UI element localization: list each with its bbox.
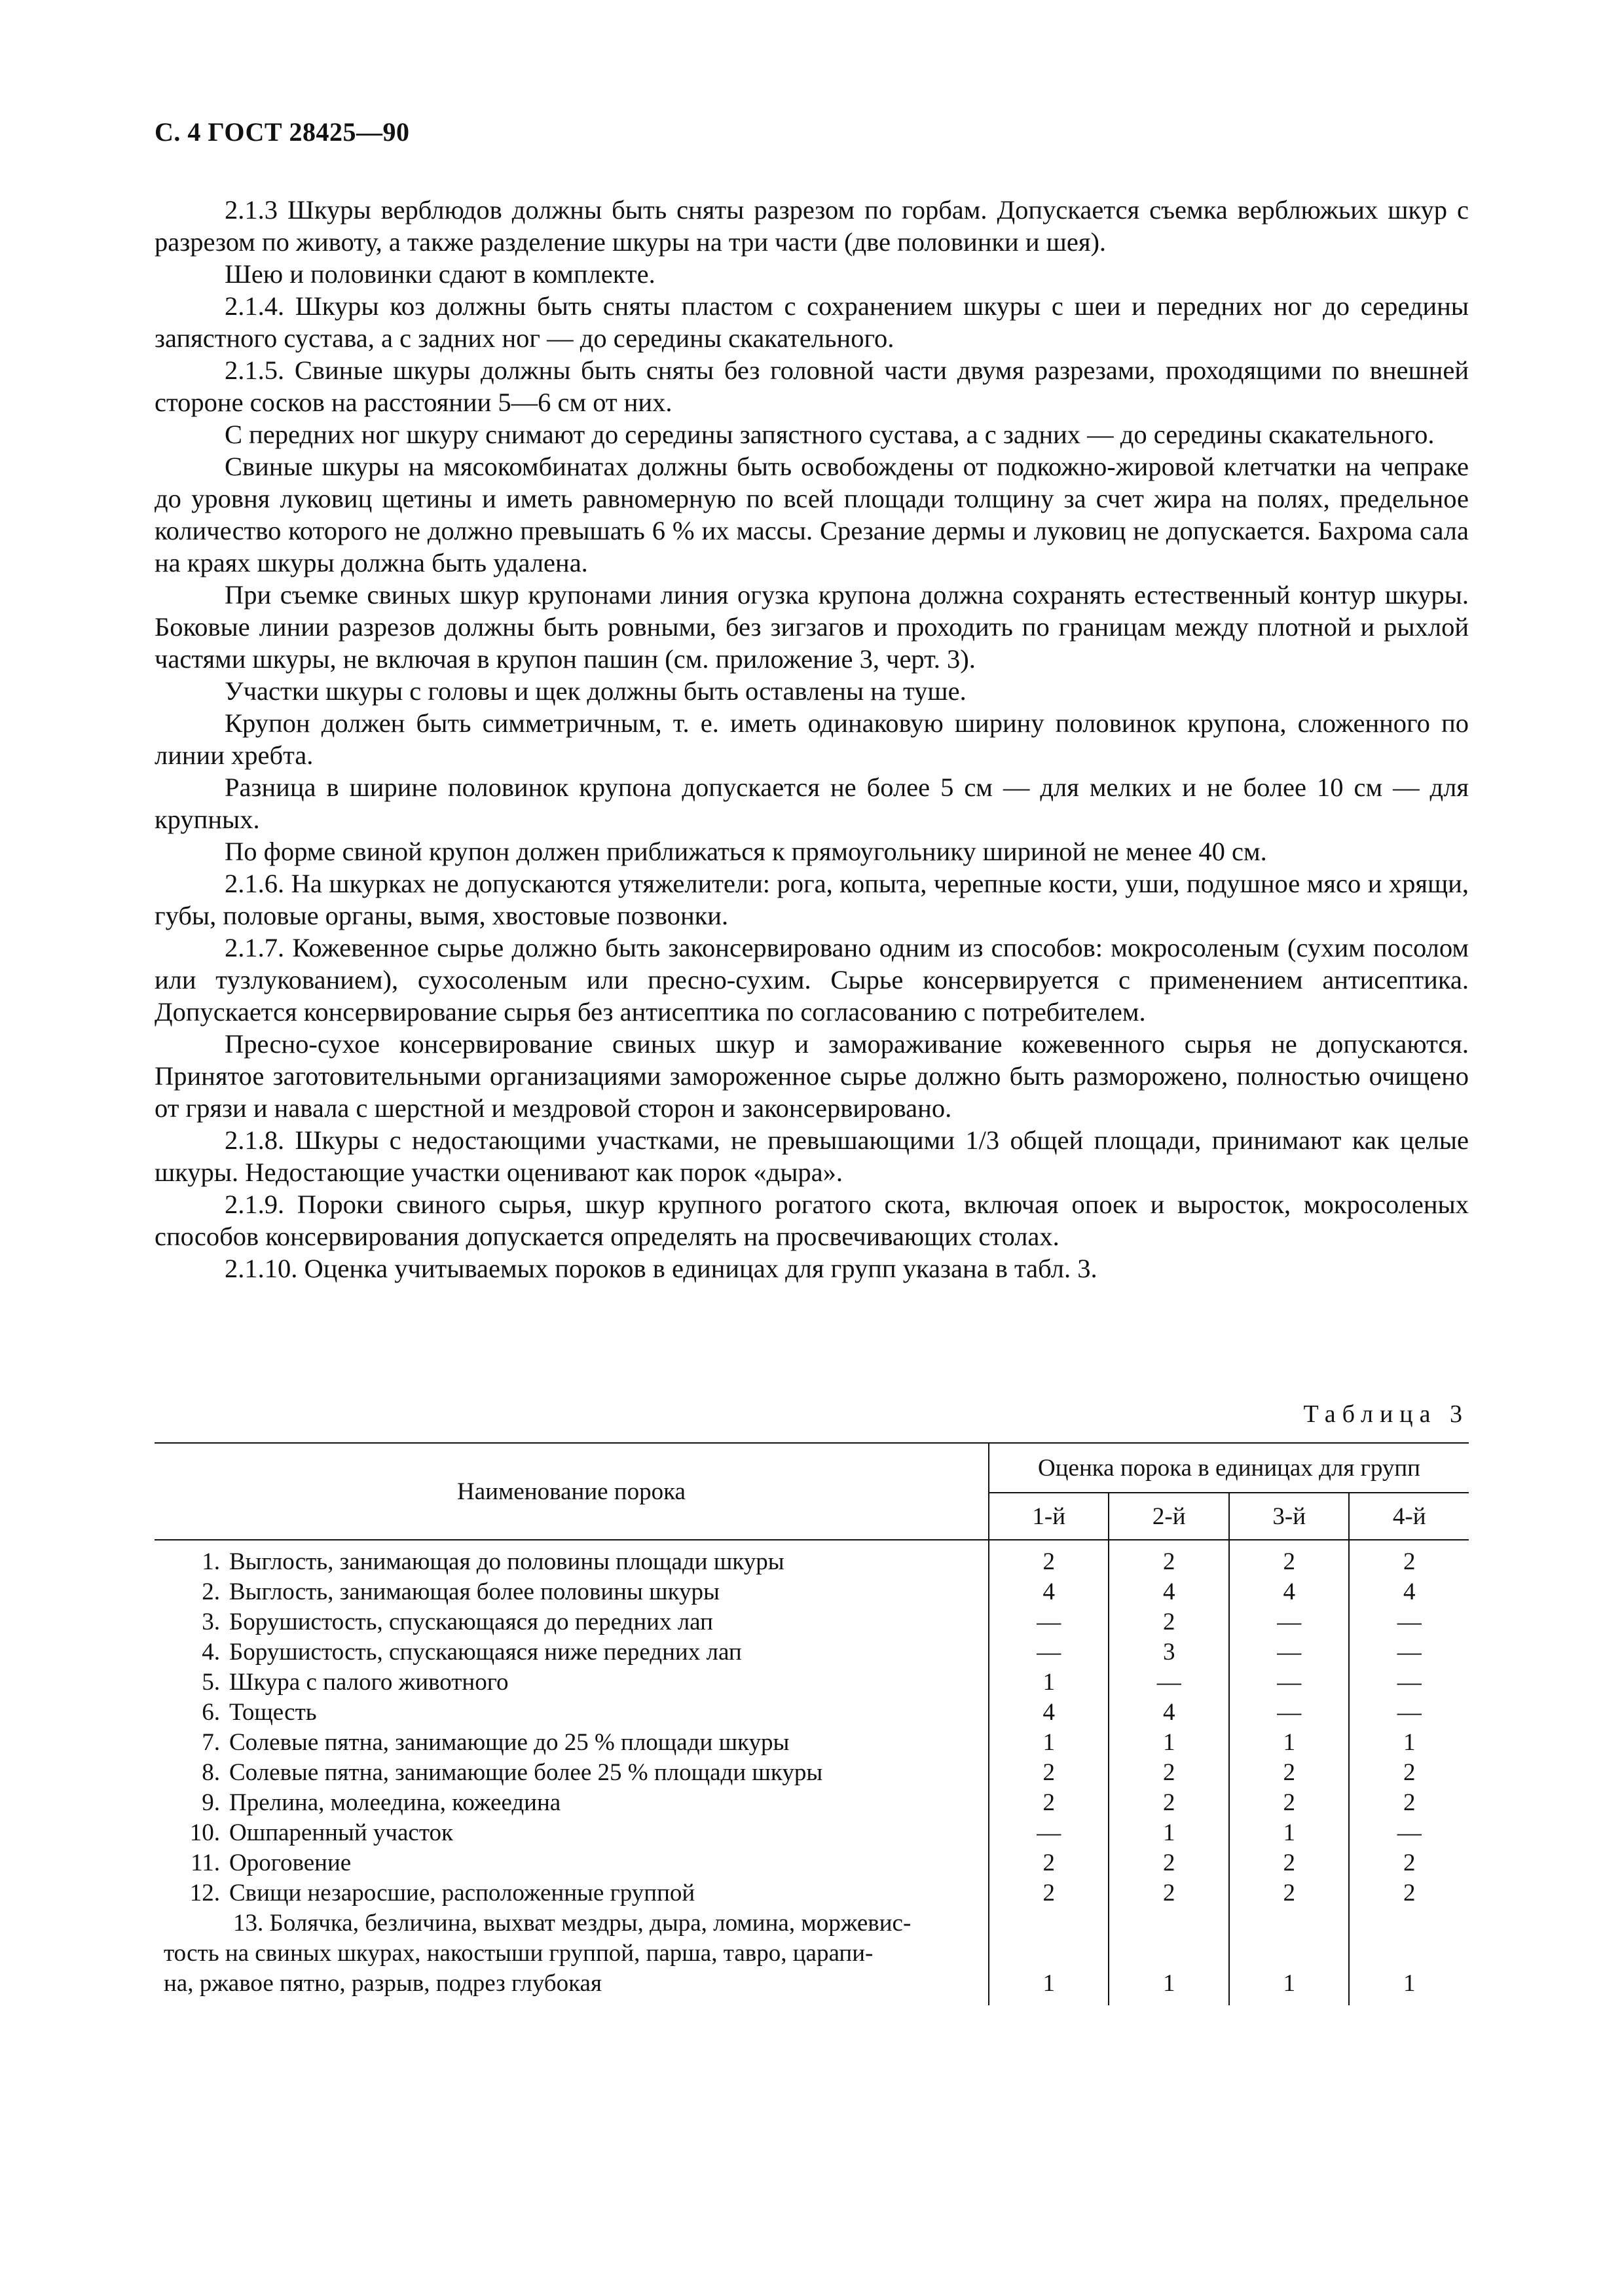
value-cell: — xyxy=(989,1818,1109,1848)
paragraph: 2.1.8. Шкуры с недостающими участками, не превышающими 1/3 общей площади, принимают как целые шкуры. Недостающие участки оценивают как порок «дыра». xyxy=(155,1125,1469,1187)
defect-name-text: Выглость, занимающая более половины шкуры xyxy=(229,1578,720,1605)
column-header-groups: Оценка порока в единицах для групп xyxy=(989,1443,1469,1493)
value-cell: 2 xyxy=(1109,1758,1229,1788)
defect-name-text: Борушистость, спускающаяся ниже передних лап xyxy=(229,1639,742,1666)
defect-name xyxy=(155,1878,989,1908)
paragraph: Свиные шкуры на мясокомбинатах должны быть освобождены от подкожно-жировой клетчатки на чепраке до уровня луковиц щетины и иметь равномерную по всей площади толщину за счет жира на полях, предельное количество которого не должно превышать 6 % их массы. Срезание дермы и луковиц не допускается. Бахрома сала на краях шкуры должна быть удалена. xyxy=(155,452,1469,577)
value-cell: 1 xyxy=(989,1908,1109,2005)
defect-name xyxy=(155,1577,989,1607)
defect-name-text: Свищи незаросшие, расположенные группой xyxy=(229,1880,695,1906)
row-number: 12. xyxy=(189,1880,220,1906)
table-row xyxy=(155,1878,1469,1908)
value-cell: 2 xyxy=(1109,1607,1229,1637)
value-cell: 3 xyxy=(1109,1637,1229,1667)
value-cell: 2 xyxy=(1403,1548,1416,1575)
table-row xyxy=(155,1848,1469,1878)
paragraph: 2.1.4. Шкуры коз должны быть сняты пластом с сохранением шкуры с шеи и передних ног до середины запястного сустава, а с задних ног — до середины скакательного. xyxy=(155,291,1469,353)
defects-table xyxy=(155,1442,1469,2005)
column-header-group-1: 1-й xyxy=(989,1493,1109,1540)
value-cell: 1 xyxy=(1109,1818,1229,1848)
value-cell: 4 xyxy=(989,1577,1109,1607)
table-row xyxy=(155,1637,1469,1667)
value-cell: 1 xyxy=(1229,1908,1350,2005)
defect-name xyxy=(155,1698,989,1728)
defect-name-text: Ошпаренный участок xyxy=(229,1819,453,1846)
value-cell: 1 xyxy=(1109,1908,1229,2005)
row-number: 6. xyxy=(202,1699,220,1726)
value-cell: 2 xyxy=(1403,1850,1416,1876)
value-cell: 2 xyxy=(1403,1880,1416,1906)
defect-name-text: Тощесть xyxy=(229,1699,317,1726)
table-row xyxy=(155,1577,1469,1607)
paragraph: 2.1.10. Оценка учитываемых пороков в единицах для групп указана в табл. 3. xyxy=(225,1254,1097,1283)
value-cell: 2 xyxy=(989,1540,1109,1577)
page-header: С. 4 ГОСТ 28425—90 xyxy=(155,117,410,147)
column-header-group-2: 2-й xyxy=(1109,1493,1229,1540)
paragraph: Крупон должен быть симметричным, т. е. иметь одинаковую ширину половинок крупона, сложенного по линии хребта. xyxy=(155,708,1469,770)
value-cell: 1 xyxy=(1229,1818,1350,1848)
value-cell: 2 xyxy=(1109,1878,1229,1908)
paragraph: 2.1.9. Пороки свиного сырья, шкур крупного рогатого скота, включая опоек и выросток, мокросоленых способов консервирования допускается определять на просвечивающих столах. xyxy=(155,1190,1469,1251)
table-row xyxy=(155,1788,1469,1818)
value-cell: — xyxy=(1109,1667,1229,1698)
table-row xyxy=(155,1728,1469,1758)
value-cell: 1 xyxy=(1403,1970,1416,1997)
defect-name xyxy=(155,1607,989,1637)
row-number: 9. xyxy=(202,1789,220,1816)
value-cell: 2 xyxy=(989,1848,1109,1878)
value-cell: 1 xyxy=(1109,1728,1229,1758)
defect-name-text: Ороговение xyxy=(229,1850,352,1876)
value-cell: — xyxy=(1229,1607,1350,1637)
value-cell: — xyxy=(1397,1819,1422,1846)
row-number: 10. xyxy=(189,1819,220,1846)
row-number: 8. xyxy=(202,1759,220,1786)
value-cell: — xyxy=(989,1607,1109,1637)
table-row xyxy=(155,1667,1469,1698)
value-cell: 1 xyxy=(1229,1728,1350,1758)
column-header-name: Наименование порока xyxy=(155,1443,989,1540)
table-row xyxy=(155,1607,1469,1637)
column-header-group-4: 4-й xyxy=(1349,1493,1469,1540)
defect-name xyxy=(155,1728,989,1758)
value-cell: 2 xyxy=(1403,1759,1416,1786)
value-cell: 2 xyxy=(1229,1788,1350,1818)
row-number: 4. xyxy=(202,1639,220,1666)
defect-name-text: Борушистость, спускающаяся до передних лап xyxy=(229,1609,713,1635)
value-cell: 4 xyxy=(989,1698,1109,1728)
row-number: 2. xyxy=(202,1578,220,1605)
defect-name-text: Солевые пятна, занимающие более 25 % площади шкуры xyxy=(229,1759,823,1786)
defect-name xyxy=(155,1908,989,2005)
defect-name xyxy=(155,1818,989,1848)
value-cell: 2 xyxy=(1229,1758,1350,1788)
value-cell: 4 xyxy=(1229,1577,1350,1607)
value-cell: 2 xyxy=(1229,1848,1350,1878)
table-row xyxy=(155,1758,1469,1788)
defect-name-text: Солевые пятна, занимающие до 25 % площади шкуры xyxy=(229,1729,790,1756)
row-number: 5. xyxy=(202,1669,220,1696)
value-cell: 1 xyxy=(1403,1729,1416,1756)
value-cell: 2 xyxy=(1403,1789,1416,1816)
paragraph: 2.1.6. На шкурках не допускаются утяжелители: рога, копыта, черепные кости, уши, подушное мясо и хрящи, губы, половые органы, вымя, хвостовые позвонки. xyxy=(155,869,1469,930)
paragraph: Участки шкуры с головы и щек должны быть оставлены на туше. xyxy=(225,676,967,706)
value-cell: 2 xyxy=(1229,1540,1350,1577)
row-number: 3. xyxy=(202,1609,220,1635)
value-cell: — xyxy=(1397,1699,1422,1726)
value-cell: 2 xyxy=(1109,1788,1229,1818)
paragraph: При съемке свиных шкур крупонами линия огузка крупона должна сохранять естественный контур шкуры. Боковые линии разрезов должны быть ровными, без зигзагов и проходить по границам между плотной и рыхлой частями шкуры, не включая в крупон пашин (см. приложение 3, черт. 3). xyxy=(155,580,1469,674)
defect-name-line: на, ржавое пятно, разрыв, подрез глубокая xyxy=(164,1970,602,1997)
defect-name xyxy=(155,1667,989,1698)
value-cell: 2 xyxy=(989,1788,1109,1818)
value-cell: 1 xyxy=(989,1728,1109,1758)
row-number: 11. xyxy=(191,1850,220,1876)
value-cell: — xyxy=(1397,1609,1422,1635)
paragraph: 2.1.7. Кожевенное сырье должно быть законсервировано одним из способов: мокросоленым (сухим посолом или тузлукованием), сухосоленым или пресно-сухим. Сырье консервируется с применением антисептика. Допускается консервирование сырья без антисептика по согласованию с потребителем. xyxy=(155,933,1469,1027)
column-header-group-3: 3-й xyxy=(1229,1493,1350,1540)
row-number: 7. xyxy=(202,1729,220,1756)
value-cell: — xyxy=(989,1637,1109,1667)
value-cell: 2 xyxy=(989,1878,1109,1908)
paragraph: Шею и половинки сдают в комплекте. xyxy=(225,259,655,289)
defect-name xyxy=(155,1637,989,1667)
paragraph: Пресно-сухое консервирование свиных шкур и замораживание кожевенного сырья не допускаются. Принятое заготовительными организациями замороженное сырье должно быть разморожено, полностью очищено от грязи и навала с шерстной и мездровой сторон и законсервировано. xyxy=(155,1029,1469,1123)
paragraph: С передних ног шкуру снимают до середины запястного сустава, а с задних — до середины скакательного. xyxy=(225,420,1435,449)
defect-name xyxy=(155,1788,989,1818)
defect-name-text: Прелина, молеедина, кожеедина xyxy=(229,1789,561,1816)
table-row xyxy=(155,1818,1469,1848)
value-cell: 1 xyxy=(989,1667,1109,1698)
row-number: 1. xyxy=(202,1548,220,1575)
defect-name xyxy=(155,1540,989,1577)
paragraph: По форме свиной крупон должен приближаться к прямоугольнику шириной не менее 40 см. xyxy=(225,837,1267,866)
value-cell: 4 xyxy=(1109,1577,1229,1607)
body-text xyxy=(155,194,1469,1285)
defect-name xyxy=(155,1848,989,1878)
value-cell: 2 xyxy=(1109,1848,1229,1878)
defect-name-line: 13. Болячка, безличина, выхват мездры, дыра, ломина, моржевис- xyxy=(233,1910,912,1937)
table-caption: Таблица 3 xyxy=(1303,1400,1469,1428)
value-cell: — xyxy=(1397,1669,1422,1696)
value-cell: 4 xyxy=(1109,1698,1229,1728)
value-cell: 2 xyxy=(1229,1878,1350,1908)
table-row xyxy=(155,1908,1469,2005)
paragraph: Разница в ширине половинок крупона допускается не более 5 см — для мелких и не более 10 см — для крупных. xyxy=(155,773,1469,834)
value-cell: 4 xyxy=(1403,1578,1416,1605)
value-cell: — xyxy=(1229,1667,1350,1698)
paragraph: 2.1.3 Шкуры верблюдов должны быть сняты разрезом по горбам. Допускается съемка верблюжьих шкур с разрезом по животу, а также разделение шкуры на три части (две половинки и шея). xyxy=(155,195,1469,257)
table-row xyxy=(155,1698,1469,1728)
value-cell: — xyxy=(1397,1639,1422,1666)
table-row xyxy=(155,1540,1469,1577)
defect-name-text: Шкура с палого животного xyxy=(229,1669,509,1696)
value-cell: — xyxy=(1229,1698,1350,1728)
defect-name xyxy=(155,1758,989,1788)
value-cell: — xyxy=(1229,1637,1350,1667)
value-cell: 2 xyxy=(1109,1540,1229,1577)
defect-name-text: Выглость, занимающая до половины площади шкуры xyxy=(229,1548,784,1575)
defect-name-line: тость на свиных шкурах, накостыши группой, парша, тавро, царапи- xyxy=(164,1940,874,1967)
value-cell: 2 xyxy=(989,1758,1109,1788)
paragraph: 2.1.5. Свиные шкуры должны быть сняты без головной части двумя разрезами, проходящими по внешней стороне сосков на расстоянии 5—6 см от них. xyxy=(155,355,1469,417)
